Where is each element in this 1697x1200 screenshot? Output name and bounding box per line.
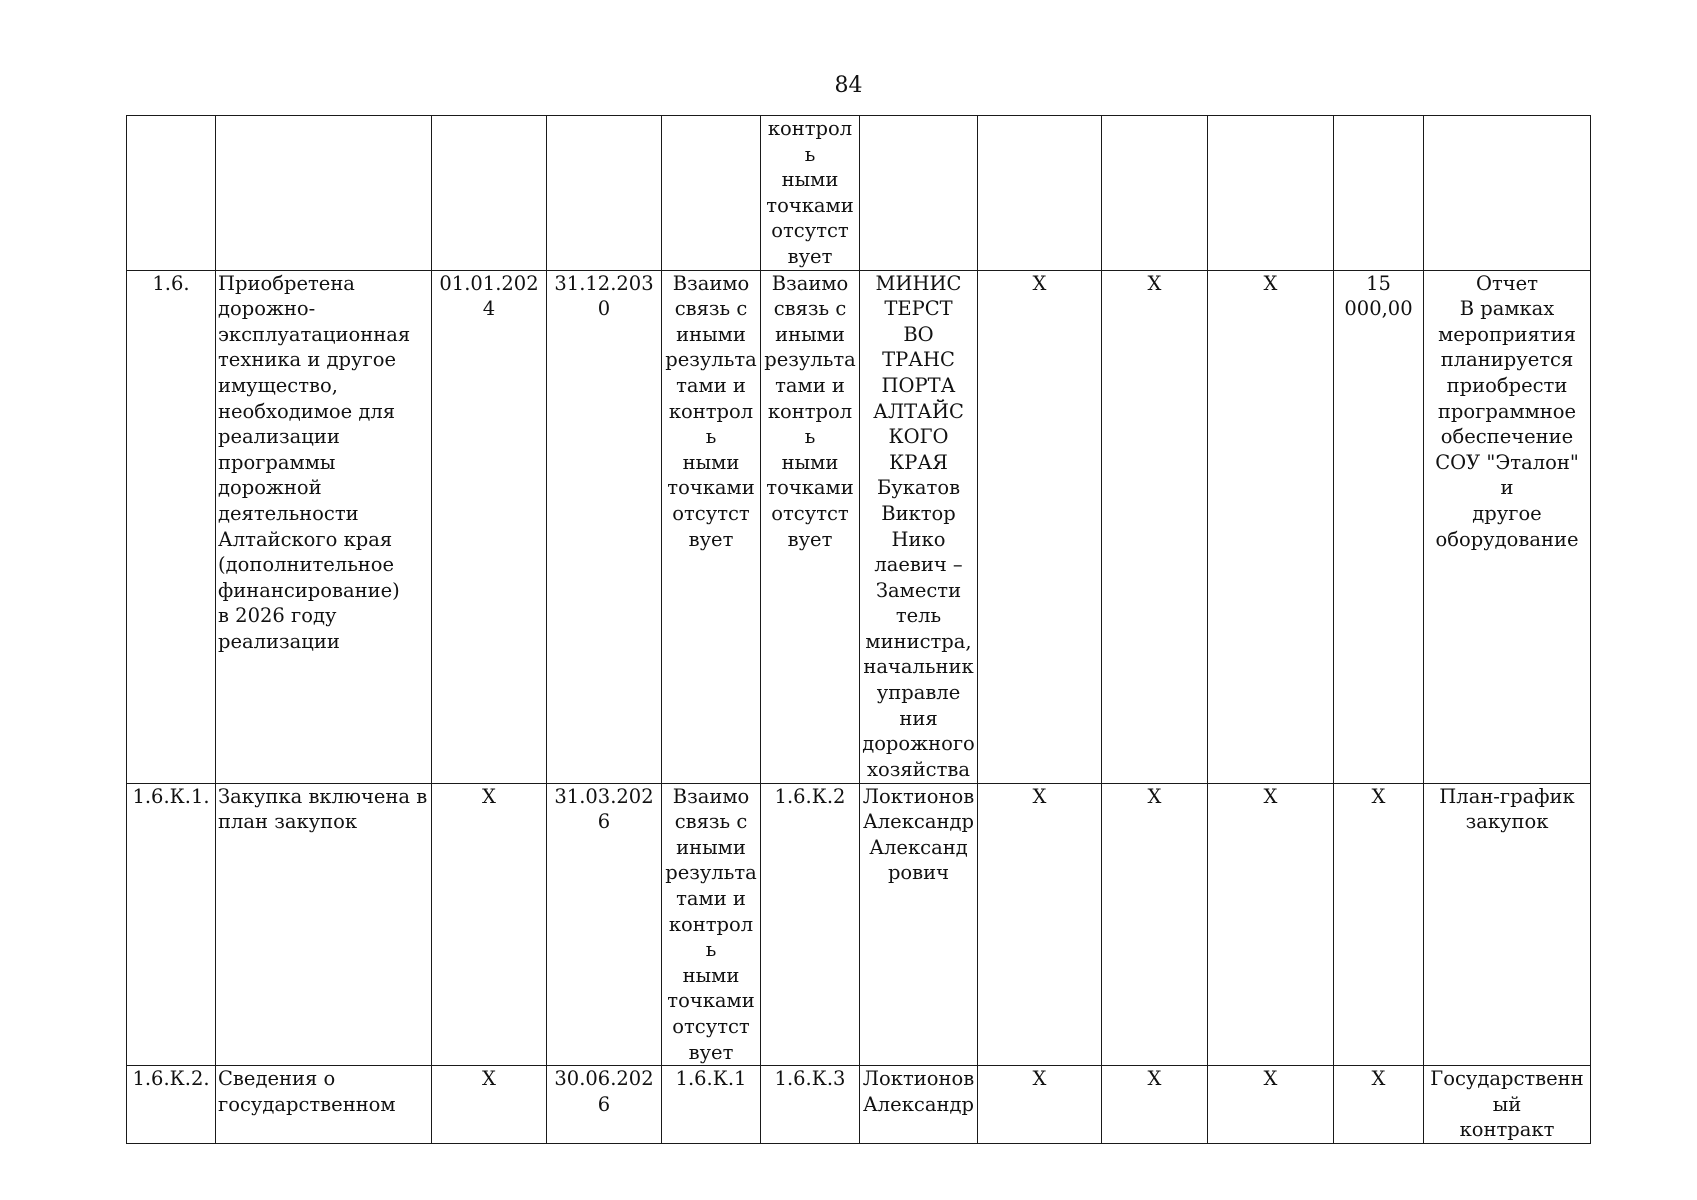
cell-col8: X	[978, 783, 1102, 1066]
cell-col10	[1208, 116, 1334, 271]
cell-number	[127, 116, 216, 271]
cell-col9: X	[1102, 270, 1208, 783]
cell-amount: 15 000,00	[1334, 270, 1424, 783]
cell-successor: Взаимо связь с иными результа тами и контроль ными точками отсутст вует	[761, 270, 860, 783]
cell-document: План-график закупок	[1424, 783, 1591, 1066]
cell-predecessor: Взаимо связь с иными результа тами и контроль ными точками отсутст вует	[662, 270, 761, 783]
cell-col9: X	[1102, 783, 1208, 1066]
cell-col10: X	[1208, 783, 1334, 1066]
cell-col9: X	[1102, 1066, 1208, 1144]
cell-responsible	[860, 116, 978, 271]
cell-number: 1.6.К.2.	[127, 1066, 216, 1144]
implementation-plan-table	[126, 115, 1591, 1144]
cell-col9	[1102, 116, 1208, 271]
cell-predecessor: Взаимо связь с иными результа тами и контроль ными точками отсутст вует	[662, 783, 761, 1066]
cell-predecessor: 1.6.К.1	[662, 1066, 761, 1144]
cell-amount: X	[1334, 783, 1424, 1066]
cell-successor: контроль ными точками отсутст вует	[761, 116, 860, 271]
cell-number: 1.6.К.1.	[127, 783, 216, 1066]
cell-col8: X	[978, 1066, 1102, 1144]
cell-col8: X	[978, 270, 1102, 783]
cell-start-date: 01.01.2024	[432, 270, 547, 783]
cell-result: Приобретена дорожно- эксплуатационная техника и другое имущество, необходимое для реализации программы дорожной деятельности Алтайского края (дополнительное финансирование) в 2026 году реализации	[216, 270, 432, 783]
cell-amount	[1334, 116, 1424, 271]
cell-col10: X	[1208, 1066, 1334, 1144]
cell-amount: X	[1334, 1066, 1424, 1144]
cell-successor: 1.6.К.3	[761, 1066, 860, 1144]
cell-document: Отчет В рамках мероприятия планируется приобрести программное обеспечение СОУ "Эталон" и другое оборудование	[1424, 270, 1591, 783]
cell-start-date: X	[432, 783, 547, 1066]
cell-responsible: Локтионов Александр	[860, 1066, 978, 1144]
cell-end-date	[547, 116, 662, 271]
cell-responsible: Локтионов Александр Александ рович	[860, 783, 978, 1066]
cell-start-date	[432, 116, 547, 271]
table-row-1-6	[127, 270, 1591, 783]
cell-document	[1424, 116, 1591, 271]
cell-result	[216, 116, 432, 271]
cell-col10: X	[1208, 270, 1334, 783]
cell-end-date: 31.03.2026	[547, 783, 662, 1066]
table-row-1-6-k2	[127, 1066, 1591, 1144]
cell-predecessor	[662, 116, 761, 271]
cell-result: Закупка включена в план закупок	[216, 783, 432, 1066]
cell-end-date: 31.12.2030	[547, 270, 662, 783]
cell-col8	[978, 116, 1102, 271]
page-number: 84	[834, 73, 863, 98]
cell-end-date: 30.06.2026	[547, 1066, 662, 1144]
table-row-1-6-k1	[127, 783, 1591, 1066]
cell-number: 1.6.	[127, 270, 216, 783]
table-row-continuation	[127, 116, 1591, 271]
cell-document: Государственный контракт	[1424, 1066, 1591, 1144]
cell-result: Сведения о государственном	[216, 1066, 432, 1144]
cell-responsible: МИНИС ТЕРСТ ВО ТРАНС ПОРТА АЛТАЙС КОГО КРАЯ Букатов Виктор Нико лаевич – Замести тель министра, начальник управле ния дорожного хозяйства	[860, 270, 978, 783]
cell-successor: 1.6.К.2	[761, 783, 860, 1066]
cell-start-date: X	[432, 1066, 547, 1144]
